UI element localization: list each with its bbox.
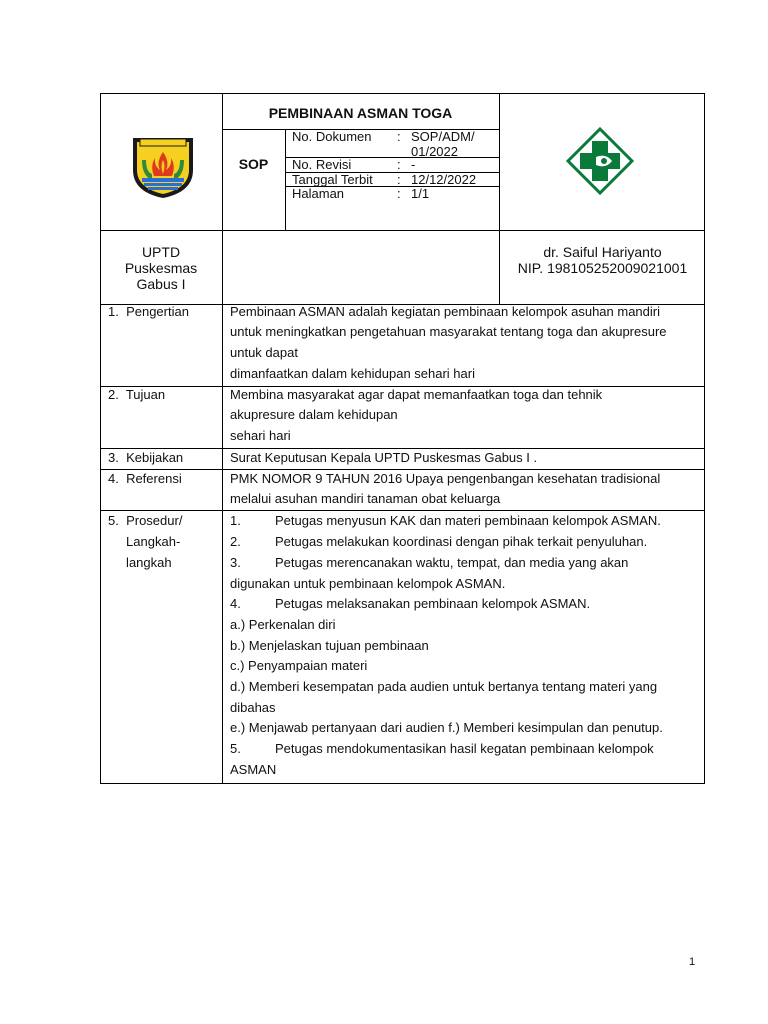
step-text: Petugas mendokumentasikan hasil kegatan pembinaan kelompok — [275, 741, 654, 756]
divider — [100, 469, 705, 470]
step-text: dibahas — [230, 700, 276, 715]
step-number: 5. — [230, 741, 241, 756]
meta-sep: : — [397, 186, 401, 201]
meta-label-halaman: Halaman — [292, 186, 345, 201]
step-number: 1. — [230, 513, 241, 528]
tujuan-line: sehari hari — [230, 428, 291, 443]
pengertian-line: untuk dapat — [230, 345, 298, 360]
step-number: 3. — [230, 555, 241, 570]
meta-value-halaman: 1/1 — [411, 186, 430, 201]
label-tujuan: 2. Tujuan — [108, 387, 166, 402]
signer-nip: NIP. 198105252009021001 — [517, 260, 688, 276]
step-text: Petugas melaksanakan pembinaan kelompok ASMAN. — [275, 596, 591, 611]
label-pengertian: 1. Pengertian — [108, 304, 189, 319]
meta-value-tanggal-terbit: 12/12/2022 — [411, 172, 477, 187]
tujuan-line: akupresure dalam kehidupan — [230, 407, 398, 422]
sop-label: SOP — [238, 156, 269, 172]
divider — [100, 230, 705, 231]
divider — [222, 93, 223, 784]
step-text: Petugas merencanakan waktu, tempat, dan media yang akan — [275, 555, 629, 570]
pengertian-line: dimanfaatkan dalam kehidupan sehari hari — [230, 366, 475, 381]
step-number: 2. — [230, 534, 241, 549]
puskesmas-logo — [566, 127, 634, 195]
meta-sep: : — [397, 172, 401, 187]
meta-label-no-revisi: No. Revisi — [292, 157, 352, 172]
page-number: 1 — [689, 956, 696, 968]
label-referensi: 4. Referensi — [108, 471, 182, 486]
step-text: a.) Perkenalan diri — [230, 617, 336, 632]
label-prosedur: 5. Prosedur/ — [108, 513, 183, 528]
step-text: d.) Memberi kesempatan pada audien untuk bertanya tentang materi yang — [230, 679, 658, 694]
divider — [100, 510, 705, 511]
document-title: PEMBINAAN ASMAN TOGA — [268, 105, 453, 121]
step-text: digunakan untuk pembinaan kelompok ASMAN. — [230, 576, 506, 591]
meta-sep: : — [397, 157, 401, 172]
regency-emblem-logo — [128, 130, 198, 200]
label-prosedur: langkah — [108, 555, 172, 570]
meta-label-no-dokumen: No. Dokumen — [292, 129, 372, 144]
meta-value-no-revisi: - — [411, 157, 416, 172]
step-text: ASMAN — [230, 762, 277, 777]
kebijakan-line: Surat Keputusan Kepala UPTD Puskesmas Gabus I . — [230, 450, 538, 465]
step-text: e.) Menjawab pertanyaan dari audien f.) Memberi kesimpulan dan penutup. — [230, 720, 663, 735]
pengertian-line: Pembinaan ASMAN adalah kegiatan pembinaan kelompok asuhan mandiri — [230, 304, 660, 319]
meta-value-no-dokumen: SOP/ADM/ 01/2022 — [411, 129, 475, 159]
meta-sep: : — [397, 129, 401, 144]
tujuan-line: Membina masyarakat agar dapat memanfaatkan toga dan tehnik — [230, 387, 603, 402]
step-text: b.) Menjelaskan tujuan pembinaan — [230, 638, 429, 653]
signer-name: dr. Saiful Hariyanto — [543, 244, 662, 260]
divider — [100, 448, 705, 449]
referensi-line: melalui asuhan mandiri tanaman obat keluarga — [230, 491, 501, 506]
pengertian-line: untuk meningkatkan pengetahuan masyarakat tentang toga dan akupresure — [230, 324, 667, 339]
organization-name: UPTD Puskesmas Gabus I — [124, 244, 198, 292]
referensi-line: PMK NOMOR 9 TAHUN 2016 Upaya pengenbangan kesehatan tradisional — [230, 471, 661, 486]
label-kebijakan: 3. Kebijakan — [108, 450, 184, 465]
step-text: Petugas menyusun KAK dan materi pembinaan kelompok ASMAN. — [275, 513, 661, 528]
step-number: 4. — [230, 596, 241, 611]
divider — [285, 129, 286, 230]
step-text: c.) Penyampaian materi — [230, 658, 368, 673]
meta-label-tanggal-terbit: Tanggal Terbit — [292, 172, 373, 187]
label-prosedur: Langkah- — [108, 534, 181, 549]
step-text: Petugas melakukan koordinasi dengan pihak terkait penyuluhan. — [275, 534, 648, 549]
